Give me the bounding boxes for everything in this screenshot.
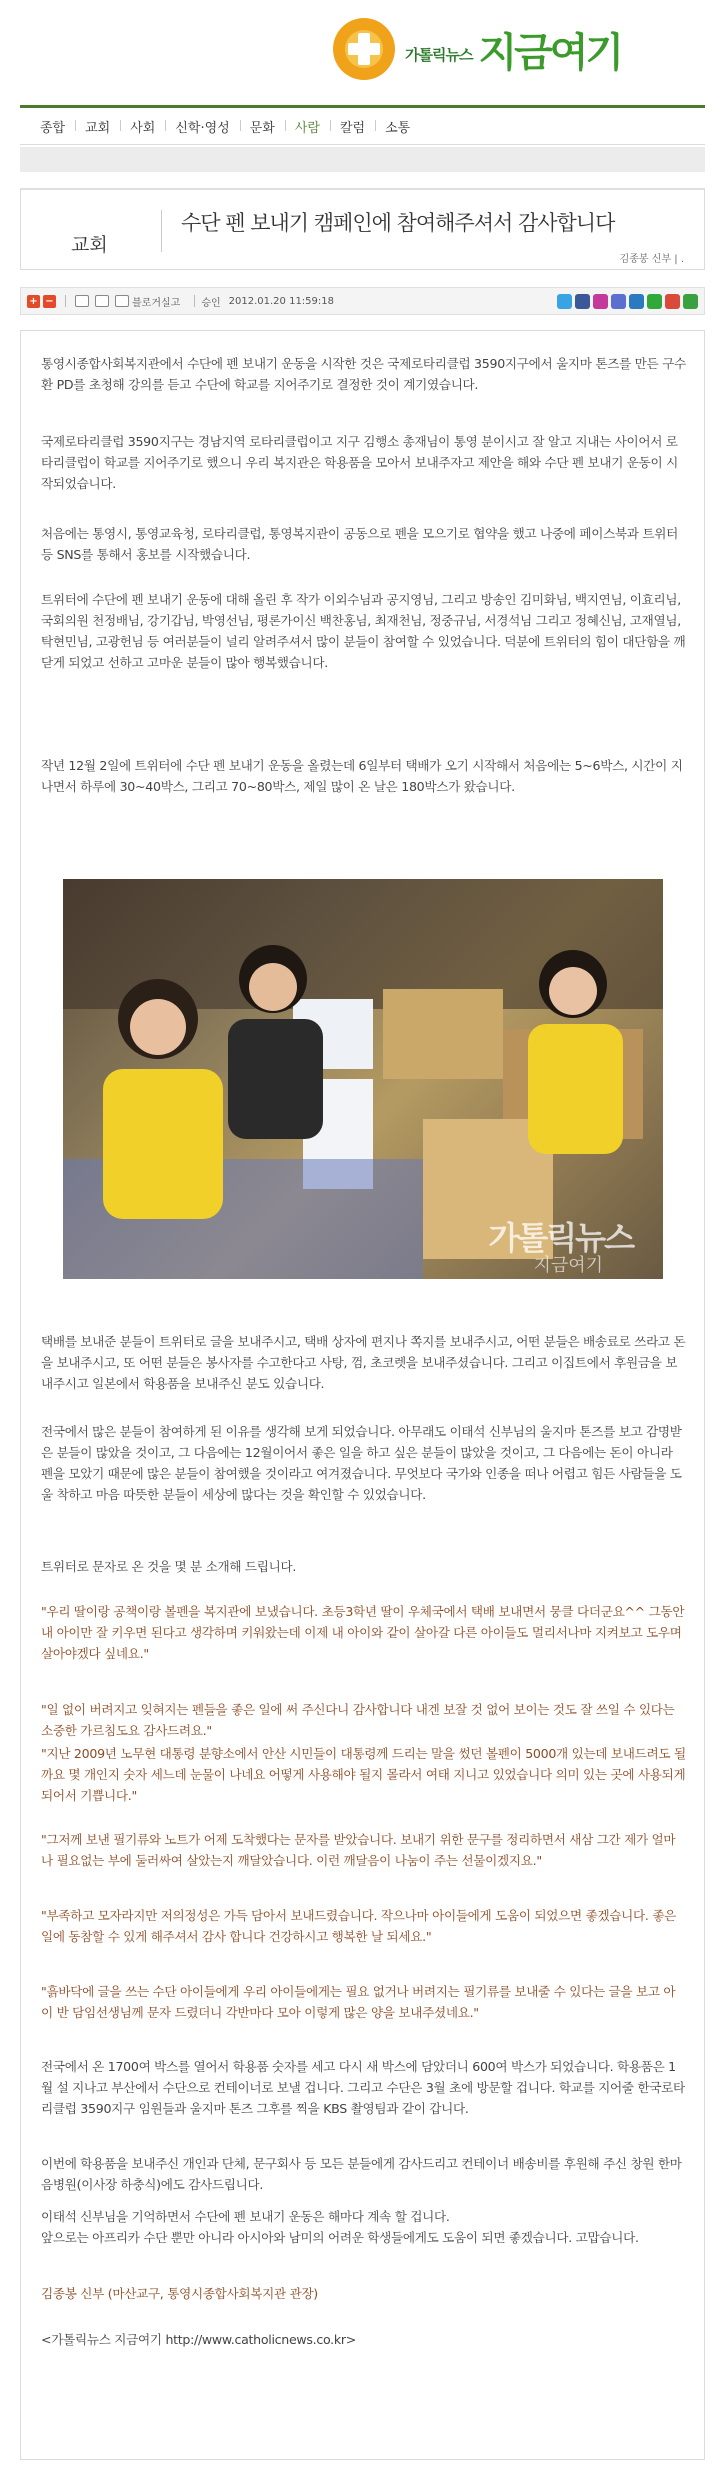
paragraph-7: 전국에서 많은 분들이 참여하게 된 이유를 생각해 보게 되었습니다. 아무래도 이태석 신부님의 울지마 톤즈를 보고 감명받은 분들이 많았을 것이고, 그 다음에는 12월이어서 좋은 일을 하고 싶은 분들이 많았을 것이고, 그 다음에는 돈이 아니라 펜을 모았기 때문에 많은 분들이 참여했을 것이라고 여겨졌습니다. 무엇보다 국가와 인종을 떠나 어렵고 힘든 사람들을 도울 착하고 마음 따뜻한 분들이 세상에 많다는 것을 확인할 수 있었습니다.: [41, 1424, 682, 1502]
site-header: [0, 0, 721, 100]
footer-source[interactable]: <가톨릭뉴스 지금여기 http://www.catholicnews.co.kr>: [41, 2332, 356, 2347]
quote-2: "일 없이 버려지고 잊혀지는 펜들을 좋은 일에 써 주신다니 감사합니다 내겐 보잘 것 없어 보이는 것도 잘 쓰일 수 있다는 소중한 가르침도요 감사드려요.": [41, 1702, 675, 1738]
nav-item-people[interactable]: 사람: [285, 117, 330, 136]
photo-watermark-sub: 지금여기: [533, 1255, 603, 1276]
logo-big-text: 지금여기: [478, 29, 622, 76]
paragraph-5: 작년 12월 2일에 트위터에 수단 펜 보내기 운동을 올렸는데 6일부터 택배가 오기 시작해서 처음에는 5~6박스, 시간이 지나면서 하루에 30~40박스, 그리고 70~80박스, 제일 많이 온 날은 180박스가 왔습니다.: [41, 758, 683, 794]
linknow-icon[interactable]: [629, 294, 644, 309]
photo-watermark: 가톨릭뉴스: [488, 1219, 633, 1257]
article-title: 수단 펜 보내기 캠페인에 참여해주셔서 감사합니다: [181, 211, 615, 235]
google-icon[interactable]: [665, 294, 680, 309]
paragraph-11: 이태석 신부님을 기억하면서 수단에 펜 보내기 운동은 해마다 계속 할 겁니다. 앞으로는 아프리카 수단 뿐만 아니라 아시아와 남미의 어려운 학생들에게도 도움이 되면 좋겠습니다. 고맙습니다.: [41, 2209, 639, 2245]
nav-item-church[interactable]: 교회: [75, 117, 120, 136]
twitter-icon[interactable]: [557, 294, 572, 309]
email-icon[interactable]: [95, 295, 109, 307]
paragraph-4: 트위터에 수단에 펜 보내기 운동에 대해 올린 후 작가 이외수님과 공지영님, 그리고 방송인 김미화님, 백지연님, 이효리님, 국회의원 천정배님, 강기갑님, 박영선님, 평론가이신 백찬홍님, 최재천님, 정중규님, 서경석님 그리고 정혜신님, 고재열님, 탁현민님, 고광헌님 등 여러분들이 널리 알려주셔서 많이 분들이 참여할 수 있었습니다. 덕분에 트위터의 힘이 대단함을 깨닫게 되었고 선하고 고마운 분들이 많아 행복했습니다.: [41, 592, 686, 670]
quote-3: "지난 2009년 노무현 대통령 분향소에서 안산 시민들이 대통령께 드리는 말을 썼던 볼펜이 5000개 있는데 보내드려도 될까요 몇 개인지 숫자 세느데 눈물이 나네요 어떻게 사용해야 될지 몰라서 여태 지니고 있었습니다 의미 있는 곳에 사용되게 되어서 기쁩니다.": [41, 1746, 686, 1803]
article-toolbar: [20, 287, 705, 315]
nav-item-general[interactable]: 종합: [40, 120, 66, 136]
article-title-box: [20, 188, 705, 270]
nav-item-society[interactable]: 사회: [120, 117, 165, 136]
font-increase-button[interactable]: +: [27, 295, 40, 308]
nav-item-communication[interactable]: 소통: [375, 117, 420, 136]
article-photo: [63, 879, 663, 1279]
font-decrease-button[interactable]: −: [43, 295, 56, 308]
quote-5: "부족하고 모자라지만 저의정성은 가득 담아서 보내드렸습니다. 작으나마 아이들에게 도움이 되었으면 좋겠습니다. 좋은 일에 동참할 수 있게 해주셔서 감사 합니다 건강하시고 행복한 날 되세요.": [41, 1908, 677, 1944]
yozm-icon[interactable]: [611, 294, 626, 309]
paragraph-1: 통영시종합사회복지관에서 수단에 펜 보내기 운동을 시작한 것은 국제로타리클럽 3590지구에서 울지마 톤즈를 만든 구수환 PD를 초청해 강의를 듣고 수단에 학교를 지어주기로 결정한 것이 계기였습니다.: [41, 356, 686, 392]
logo-small-text: 가톨릭뉴스: [405, 45, 473, 64]
print-icon[interactable]: [75, 295, 89, 307]
blog-icon[interactable]: [115, 295, 129, 307]
me2day-icon[interactable]: [593, 294, 608, 309]
paragraph-10: 이번에 학용품을 보내주신 개인과 단체, 문구회사 등 모든 분들에게 감사드리고 컨테이너 배송비를 후원해 주신 창원 한마음병원(이사장 하충식)에도 감사드립니다.: [41, 2156, 682, 2192]
article-category[interactable]: 교회: [71, 234, 108, 256]
blog-post-label[interactable]: 블로거실고: [132, 297, 181, 309]
paragraph-2: 국제로타리클럽 3590지구는 경남지역 로타리클럽이고 지구 김행소 총재님이 통영 분이시고 잘 알고 지내는 사이어서 로타리클럽이 학교를 지어주기로 했으니 우리 복지관은 학용품을 모아서 보내주자고 제안을 해와 수단 펜 보내기 운동이 시작되었습니다.: [41, 434, 678, 491]
approved-label: 승인: [201, 297, 221, 309]
paragraph-6: 택배를 보내준 분들이 트위터로 글을 보내주시고, 택배 상자에 편지나 쪽지를 보내주시고, 어떤 분들은 배송료로 쓰라고 돈을 보내주시고, 또 어떤 분들은 봉사자를 수고한다고 사탕, 껌, 초코렛을 보내주셨습니다. 그리고 이집트에서 후원금을 보내주시고 일본에서 학용품을 보내주신 분도 있습니다.: [41, 1334, 686, 1391]
article-author: 김종봉 신부 | .: [619, 254, 684, 265]
article-datetime: 2012.01.20 11:59:18: [228, 295, 334, 307]
quote-6: "흙바닥에 글을 쓰는 수단 아이들에게 우리 아이들에게는 필요 없거나 버려지는 필기류를 보내줄 수 있다는 글을 보고 아이 반 담임선생님께 문자 드렸더니 각반마다 모아 이렇게 많은 양을 보내주셨네요.": [41, 1984, 676, 2020]
title-divider: [161, 210, 162, 252]
author-signature: 김종봉 신부 (마산교구, 통영시종합사회복지관 관장): [41, 2286, 318, 2301]
nav-item-column[interactable]: 칼럼: [330, 117, 375, 136]
paragraph-8: 트위터로 문자로 온 것을 몇 분 소개해 드립니다.: [41, 1559, 297, 1574]
quote-1: "우리 딸이랑 공책이랑 볼펜을 복지관에 보냈습니다. 초등3학년 딸이 우체국에서 택배 보내면서 뭉클 다더군요^^ 그동안 내 아이만 잘 키우면 된다고 생각하며 키워왔는데 이제 내 아이와 같이 살아갈 다른 아이들도 멀리서나마 지켜보고 도우며 살아야겠다 싶네요.": [41, 1604, 685, 1661]
sub-nav-bar: [20, 147, 705, 172]
facebook-icon[interactable]: [575, 294, 590, 309]
cross-logo-icon: [333, 18, 395, 80]
naver-icon[interactable]: [647, 294, 662, 309]
article-body: [20, 330, 705, 2460]
site-logo[interactable]: [333, 18, 708, 80]
main-nav: [20, 105, 705, 145]
paragraph-3: 처음에는 통영시, 통영교육청, 로타리클럽, 통영복지관이 공동으로 펜을 모으기로 협약을 했고 나중에 페이스북과 트위터 등 SNS를 통해서 홍보를 시작했습니다.: [41, 526, 678, 562]
paragraph-9: 전국에서 온 1700여 박스를 열어서 학용품 숫자를 세고 다시 새 박스에 담았더니 600여 박스가 되었습니다. 학용품은 1월 설 지나고 부산에서 수단으로 컨테이너로 보낼 겁니다. 그리고 수단은 3월 초에 방문할 겁니다. 학교를 지어줄 한국로타리클럽 3590지구 임원들과 울지마 톤즈 그후를 찍을 KBS 촬영팀과 같이 갑니다.: [41, 2059, 685, 2116]
nav-item-culture[interactable]: 문화: [240, 117, 285, 136]
toolbar-divider: [194, 295, 195, 307]
quote-4: "그저께 보낸 필기류와 노트가 어제 도착했다는 문자를 받았습니다. 보내기 위한 문구를 정리하면서 새삼 그간 제가 얼마나 필요없는 부에 둘러싸여 살았는지 깨달았습니다. 이런 깨달음이 나눔이 주는 선물이겠지요.": [41, 1832, 676, 1868]
bookmark-icon[interactable]: [683, 294, 698, 309]
nav-item-theology[interactable]: 신학·영성: [165, 117, 239, 136]
share-icons: [554, 294, 698, 309]
toolbar-divider: [65, 295, 66, 307]
